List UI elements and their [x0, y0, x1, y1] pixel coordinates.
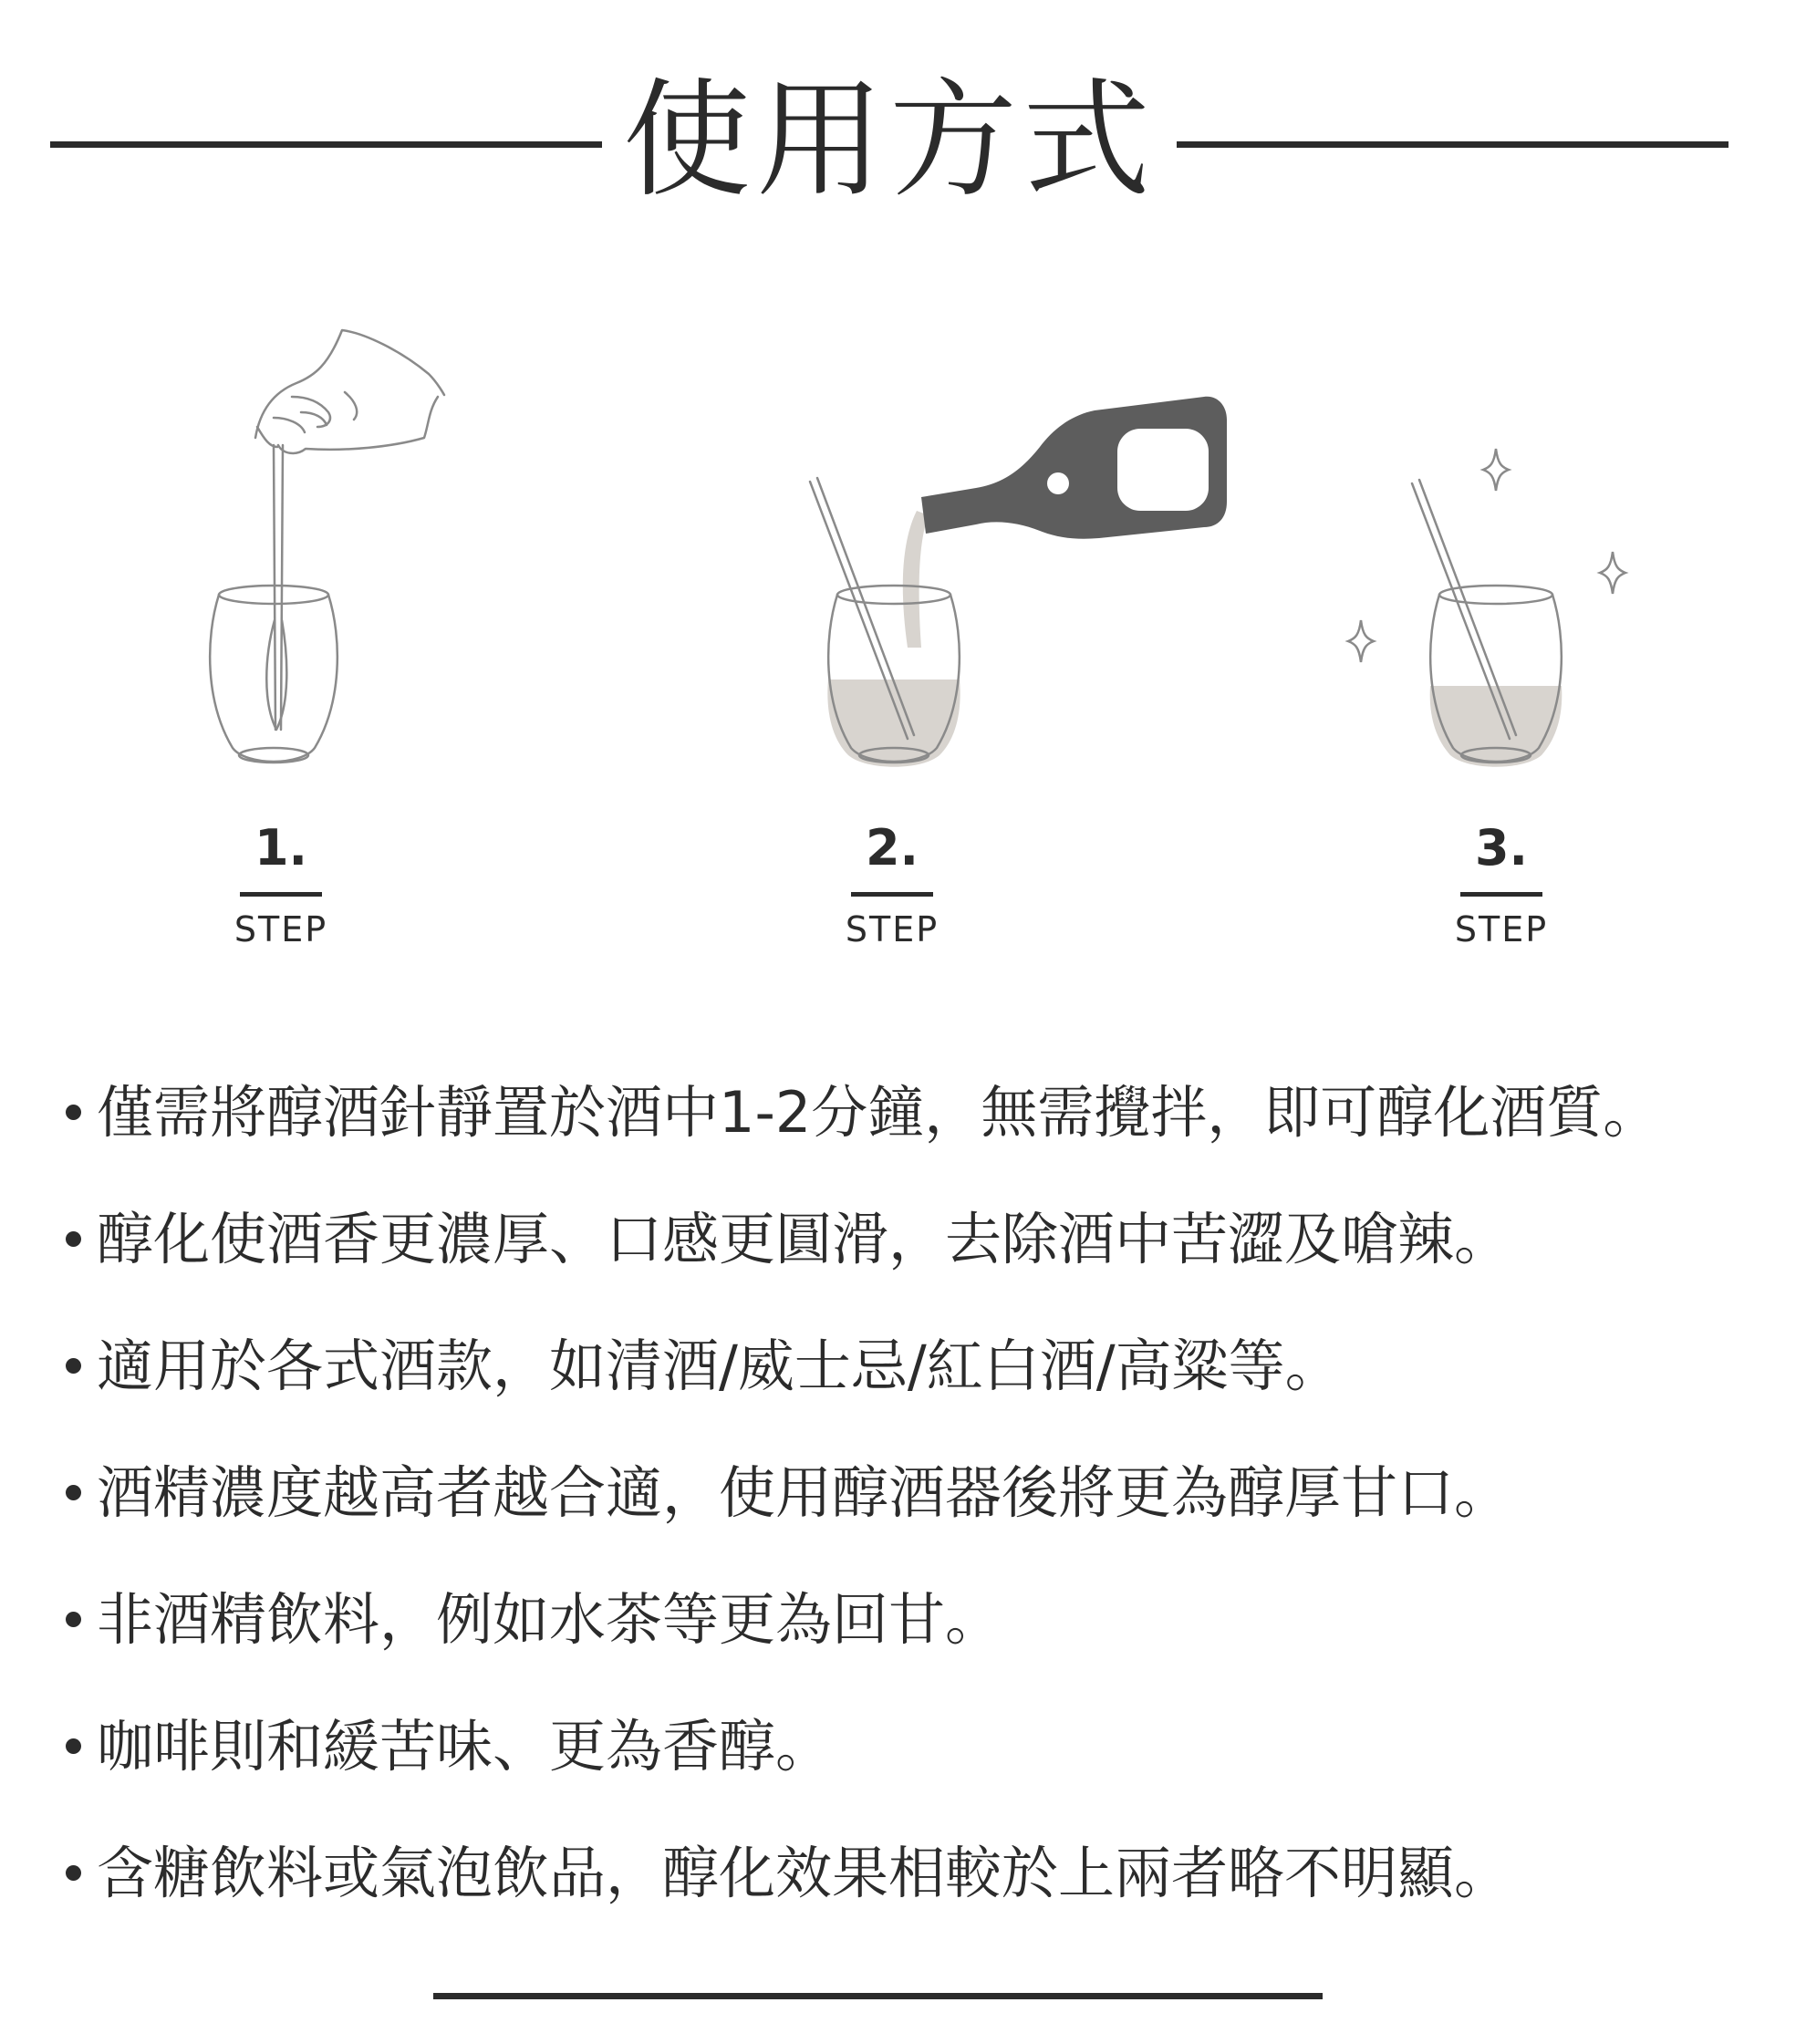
- page-title: 使用方式: [622, 67, 1156, 215]
- step-1: [208, 821, 354, 949]
- stir-stick-icon: [266, 445, 286, 730]
- note-text: 含糖飲料或氣泡飲品，醇化效果相較於上兩者略不明顯。: [97, 1840, 1511, 1906]
- sparkle-icon: [1483, 449, 1509, 491]
- list-item: [64, 1832, 1779, 1959]
- glass-liquid: [827, 680, 960, 767]
- step-2: [819, 821, 965, 949]
- step-divider: [851, 892, 933, 897]
- list-item: [64, 1198, 1779, 1325]
- sparkle-icon: [1600, 552, 1625, 594]
- list-item: [64, 1452, 1779, 1579]
- bullet-icon: [66, 1231, 81, 1247]
- step-3-illustration: [1348, 449, 1625, 767]
- note-text: 咖啡則和緩苦味、更為香醇。: [97, 1713, 833, 1779]
- step-label: STEP: [234, 909, 328, 949]
- note-text: 醇化使酒香更濃厚、口感更圓滑，去除酒中苦澀及嗆辣。: [97, 1206, 1511, 1272]
- bullet-icon: [66, 1612, 81, 1627]
- step-illustrations: [0, 310, 1796, 794]
- note-text: 僅需將醇酒針靜置於酒中1-2分鐘，無需攪拌，即可醇化酒質。: [97, 1079, 1660, 1146]
- title-divider-right: [1177, 141, 1729, 148]
- footer-divider: [433, 1993, 1323, 1999]
- sparkle-icon: [1348, 620, 1374, 662]
- list-item: [64, 1325, 1779, 1452]
- step-number: 1.: [254, 819, 308, 877]
- bullet-icon: [66, 1485, 81, 1500]
- step-1-illustration: [210, 330, 444, 763]
- list-item: [64, 1706, 1779, 1832]
- title-divider-left: [50, 141, 602, 148]
- list-item: [64, 1072, 1779, 1198]
- usage-notes: [64, 1072, 1779, 1959]
- bullet-icon: [66, 1738, 81, 1754]
- bullet-icon: [66, 1358, 81, 1374]
- hand-icon: [255, 330, 444, 453]
- step-number: 2.: [865, 819, 919, 877]
- list-item: [64, 1579, 1779, 1706]
- bottle-icon: [921, 397, 1227, 539]
- note-text: 適用於各式酒款，如清酒/威士忌/紅白酒/高粱等。: [97, 1333, 1342, 1399]
- note-text: 非酒精飲料，例如水茶等更為回甘。: [97, 1586, 1002, 1653]
- bullet-icon: [66, 1865, 81, 1881]
- pour-stream: [903, 511, 929, 648]
- step-number: 3.: [1474, 819, 1529, 877]
- bullet-icon: [66, 1105, 81, 1120]
- note-text: 酒精濃度越高者越合適，使用醇酒器後將更為醇厚甘口。: [97, 1459, 1511, 1526]
- step-divider: [1460, 892, 1542, 897]
- glass-liquid: [1430, 686, 1562, 767]
- step-3: [1428, 821, 1574, 949]
- step-2-illustration: [810, 397, 1227, 767]
- header: [0, 55, 1796, 228]
- step-label: STEP: [1454, 909, 1549, 949]
- step-divider: [240, 892, 322, 897]
- step-label: STEP: [845, 909, 940, 949]
